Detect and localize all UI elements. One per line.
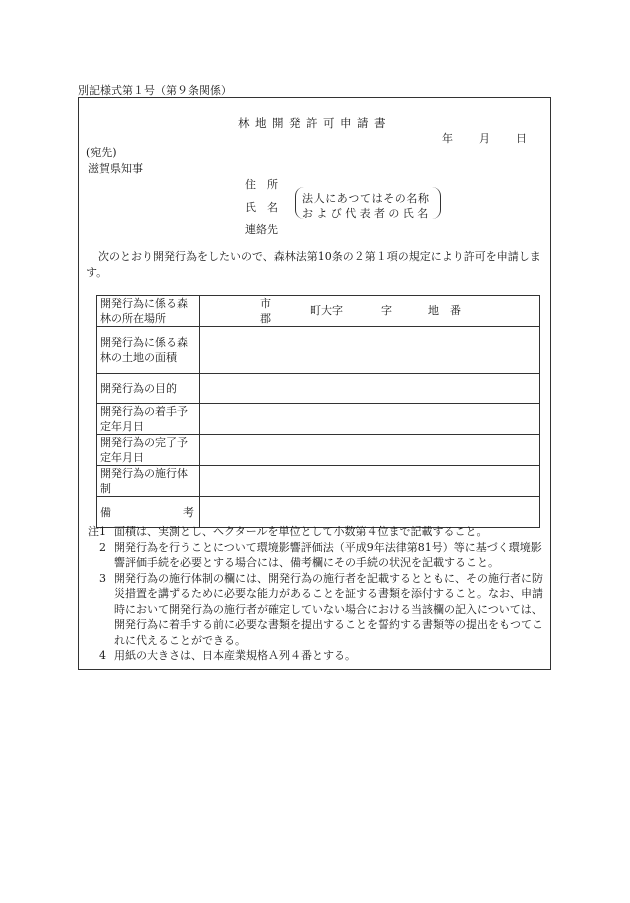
list-item	[80, 571, 550, 649]
table-row	[97, 435, 540, 466]
notes-prefix: 注	[88, 525, 99, 538]
corporate-note-line2: および代表者の氏名	[302, 207, 432, 220]
row-area-value[interactable]	[200, 327, 540, 374]
remarks-label-a: 備	[100, 505, 111, 519]
row-end-date-label: 開発行為の完了予定年月日	[97, 435, 200, 466]
addressee-name: 滋賀県知事	[88, 162, 143, 175]
list-item	[80, 540, 550, 571]
town-label: 町大字	[310, 304, 343, 317]
row-structure-label: 開発行為の施行体制	[97, 466, 200, 497]
applicant-name-label: 氏 名	[245, 201, 278, 214]
table-row	[97, 466, 540, 497]
row-start-date-value[interactable]	[200, 404, 540, 435]
note-text: 開発行為の施行体制の欄には、開発行為の施行者を記載するとともに、その施行者に防災措置を講ずるために必要な能力があることを証する書類を添付すること。なお、申請時において開発行為の施行者が確定していない場合における当該欄の記入については、開発行為に着手する前に必要な書類を提出することを誓約する書類等の提出をもつてこれに代えることができる。	[114, 571, 543, 647]
row-purpose-value[interactable]	[200, 374, 540, 404]
row-structure-value[interactable]	[200, 466, 540, 497]
list-item	[80, 648, 550, 664]
county-label: 郡	[260, 312, 271, 325]
application-table	[96, 295, 540, 528]
date-year: 年	[442, 132, 453, 145]
table-row	[97, 327, 540, 374]
table-row	[97, 497, 540, 528]
row-end-date-value[interactable]	[200, 435, 540, 466]
table-row	[97, 296, 540, 327]
row-remarks-label	[97, 497, 200, 528]
row-area-label: 開発行為に係る森林の土地の面積	[97, 327, 200, 374]
list-item	[80, 524, 550, 540]
note-text: 開発行為を行うことについて環境影響評価法（平成9年法律第81号）等に基づく環境影響評価手続を必要とする場合には、備考欄にその手続の状況を記載すること。	[114, 540, 542, 569]
notes-section	[80, 524, 550, 664]
form-number-label: 別記様式第１号（第９条関係）	[78, 84, 232, 97]
row-purpose-label: 開発行為の目的	[97, 374, 200, 404]
row-location-value[interactable]	[200, 296, 540, 327]
lot-label: 地 番	[428, 304, 461, 317]
remarks-label-b: 考	[183, 505, 194, 519]
corporate-note-line1: 法人にあつてはその名称	[302, 192, 430, 205]
date-day: 日	[516, 132, 527, 145]
note-number: 4	[99, 649, 106, 662]
table-row	[97, 404, 540, 435]
note-text: 面積は、実測とし、ヘクタールを単位として小数第４位まで記載すること。	[114, 525, 488, 538]
city-label: 市	[260, 297, 271, 310]
applicant-address-label: 住 所	[245, 178, 278, 191]
form-title: 林地開発許可申請書	[238, 116, 391, 130]
note-number: 1	[99, 525, 106, 538]
intro-text: 次のとおり開発行為をしたいので、森林法第10条の２第１項の規定により許可を申請します。	[86, 250, 541, 279]
applicant-contact-label: 連絡先	[245, 223, 278, 236]
date-month: 月	[479, 132, 490, 145]
note-number: 2	[99, 540, 106, 554]
note-number: 3	[99, 571, 106, 585]
note-text: 用紙の大きさは、日本産業規格Ａ列４番とする。	[114, 649, 356, 662]
row-remarks-value[interactable]	[200, 497, 540, 528]
row-start-date-label: 開発行為の着手予定年月日	[97, 404, 200, 435]
table-row	[97, 374, 540, 404]
row-location-label: 開発行為に係る森林の所在場所	[97, 296, 200, 327]
aza-label: 字	[381, 304, 392, 317]
form-frame	[78, 97, 551, 670]
addressee-label: (宛先)	[86, 146, 117, 159]
